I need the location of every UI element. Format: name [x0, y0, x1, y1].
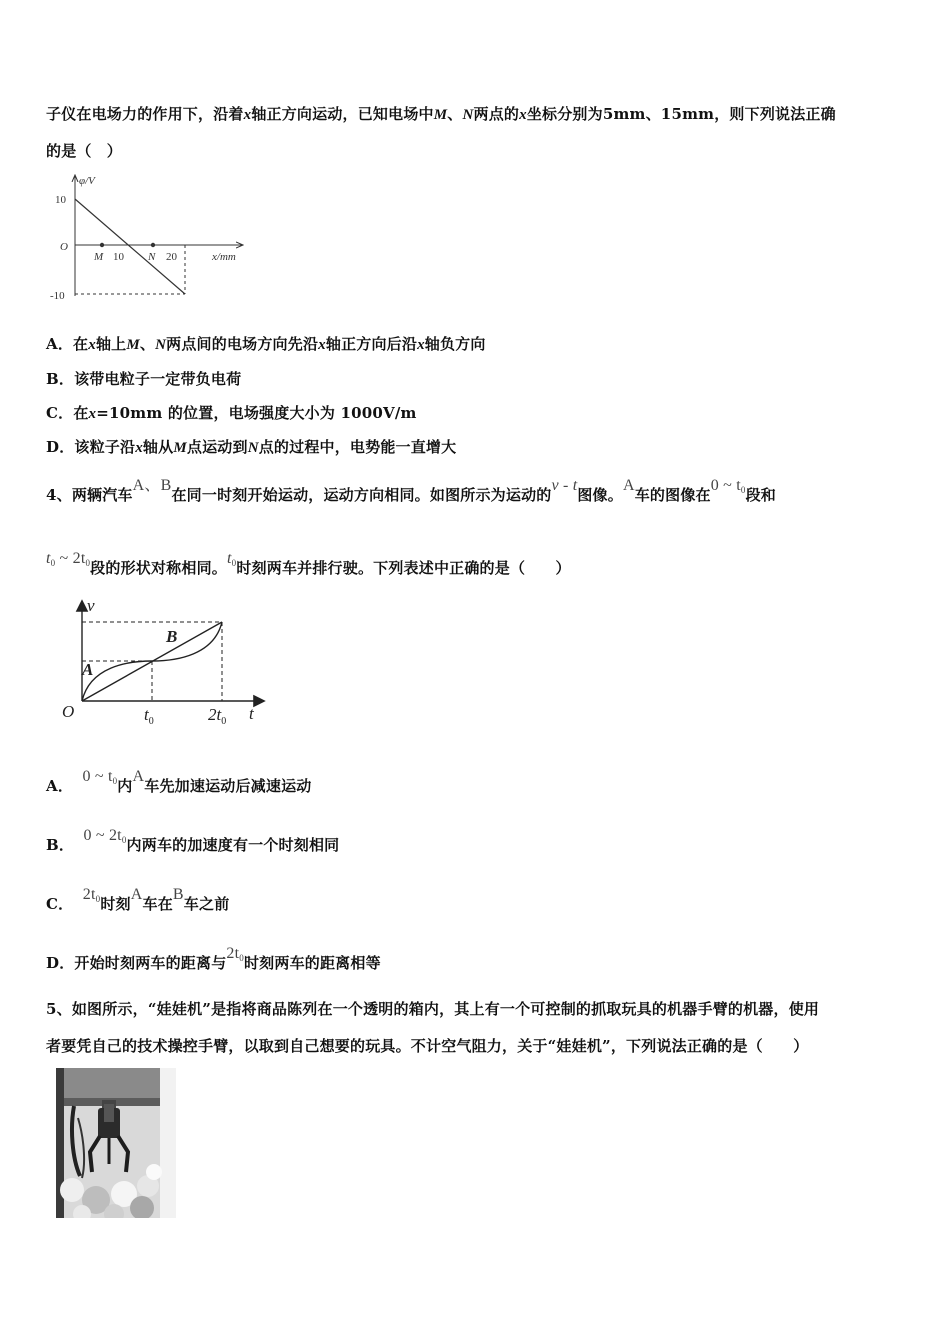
q4-option-c[interactable]: C． $2t_0$时刻A车在B车之前 — [46, 886, 230, 913]
q4-t-label: t — [249, 704, 254, 723]
q3-option-b[interactable]: B．该带电粒子一定带负电荷 — [46, 370, 242, 388]
q3-label-m: M — [94, 251, 104, 263]
q3-stem-line1: 子仪在电场力的作用下，沿着x轴正方向运动，已知电场中M、N两点的x坐标分别为5mm、15mm，则下列说法正确 — [46, 105, 836, 123]
q4-option-a[interactable]: A． 0 ~ $t_0$内A车先加速运动后减速运动 — [46, 768, 312, 795]
q5-stem-line2: 者要凭自己的技术操控手臂，以取到自己想要的玩具。不计空气阻力，关于“娃娃机”，下列说法正确的是（ ） — [46, 1037, 809, 1055]
q4-option-d[interactable]: D．开始时刻两车的距离与$2t_0$时刻两车的距离相等 — [46, 945, 381, 972]
q3-tick-10: 10 — [55, 194, 66, 206]
q3-label-20: 20 — [166, 251, 177, 263]
q3-label-n: N — [148, 251, 156, 263]
q3-potential-line — [75, 199, 185, 294]
q4-v-label: v — [87, 596, 95, 615]
claw-machine-photo — [56, 1068, 176, 1218]
q4-label-a: A — [82, 660, 94, 679]
q3-y-label: φ/V — [79, 175, 95, 187]
q3-option-c[interactable]: C．在x=10mm 的位置，电场强度大小为 1000V/m — [46, 404, 417, 422]
q5-stem-line1: 5、如图所示，“娃娃机”是指将商品陈列在一个透明的箱内，其上有一个可控制的抓取玩具的机器手臂的机器，使用 — [46, 1000, 820, 1018]
q4-stem-line2: $t_0$ ~ $2t_0$段的形状对称相同。$t_0$时刻两车并排行驶。下列表述中正确的是（ ） — [46, 550, 571, 577]
q4-option-b[interactable]: B． 0 ~ $2t_0$内两车的加速度有一个时刻相同 — [46, 827, 340, 854]
q3-option-a[interactable]: A．在x轴上M、N两点间的电场方向先沿x轴正方向后沿x轴负方向 — [46, 335, 486, 353]
q4-label-b: B — [166, 627, 178, 646]
q3-label-10: 10 — [113, 251, 124, 263]
q4-label-2t0: $2t_0$ — [208, 705, 227, 727]
q3-option-d[interactable]: D．该粒子沿x轴从M点运动到N点的过程中，电势能一直增大 — [46, 438, 457, 456]
q4-label-t0: $t_0$ — [144, 705, 154, 727]
q3-origin: O — [60, 241, 68, 253]
q3-x-label: x/mm — [212, 251, 236, 263]
q4-vt-graph — [55, 595, 280, 735]
q4-origin: O — [62, 702, 75, 721]
q3-tick-neg10: -10 — [50, 290, 65, 302]
q4-stem-line1: 4、两辆汽车A、B在同一时刻开始运动，运动方向相同。如图所示为运动的v - t图像。A车的图像在0 ~ $t_0$段和 — [46, 477, 776, 504]
q3-stem-line2: 的是（ ） — [46, 142, 123, 160]
q3-point-m — [100, 243, 104, 247]
q3-potential-graph — [40, 168, 270, 308]
q3-point-n — [151, 243, 155, 247]
